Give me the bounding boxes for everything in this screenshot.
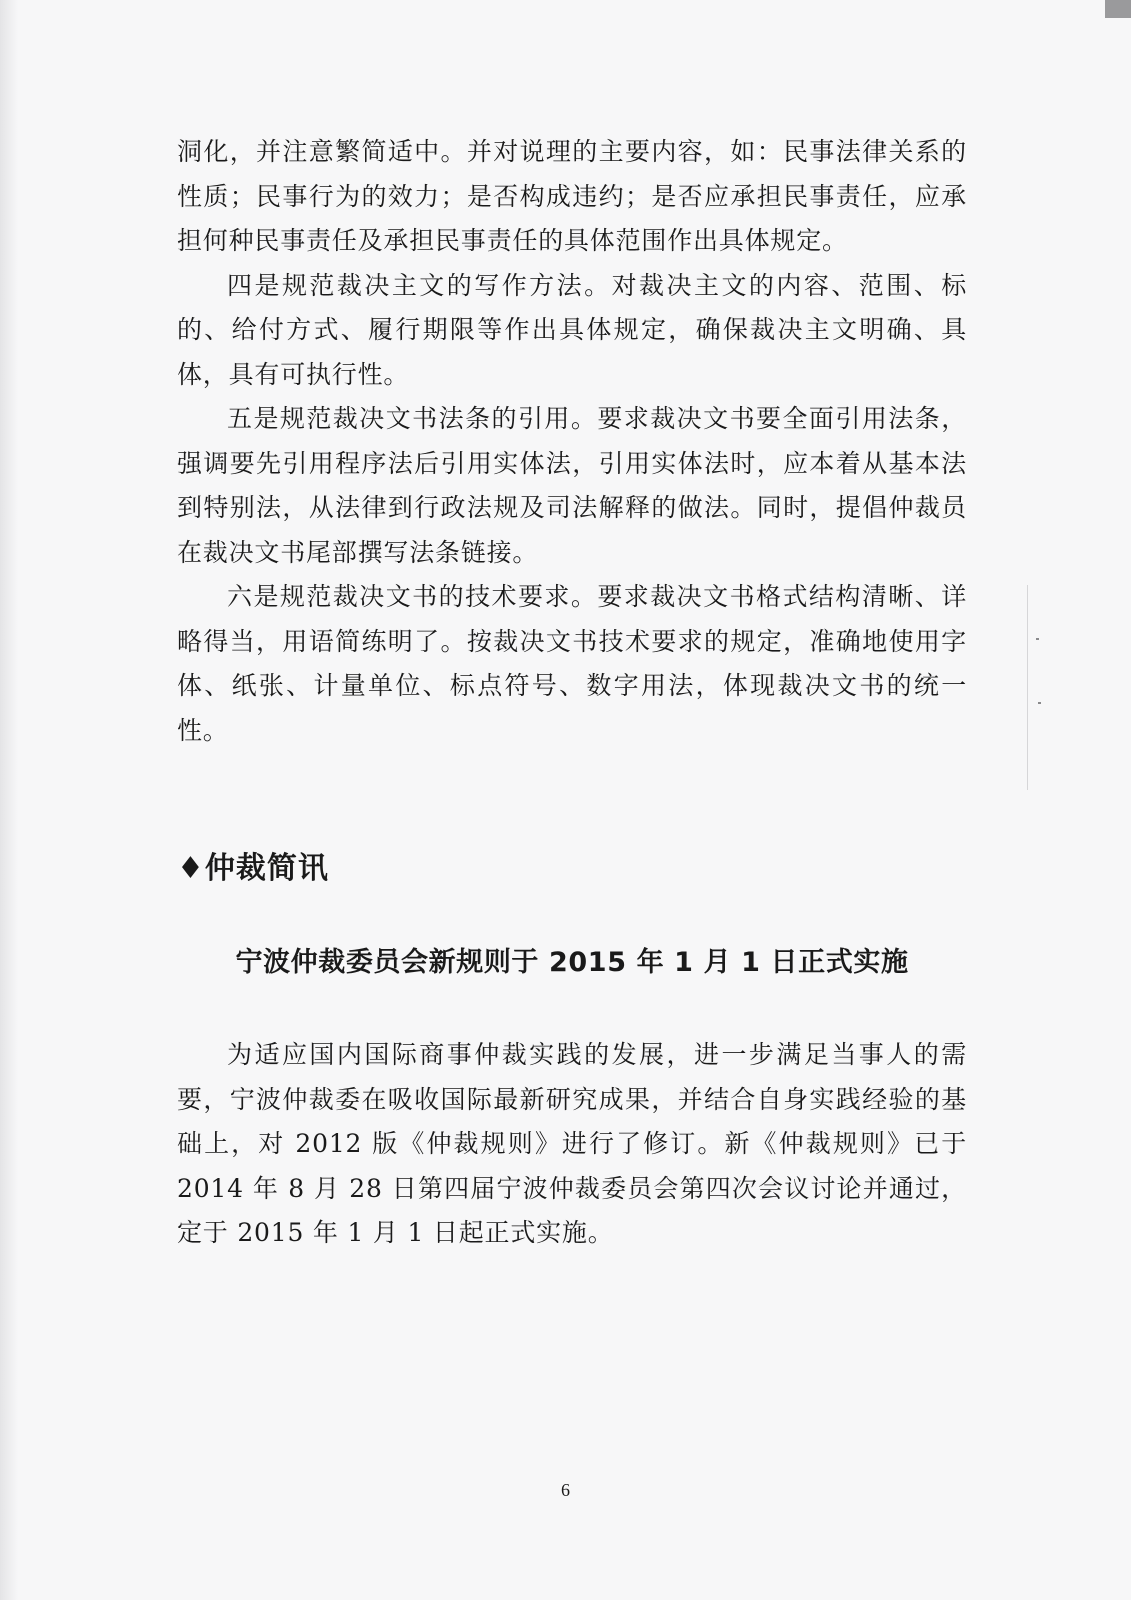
scan-speck	[1038, 702, 1041, 704]
page-number: 6	[561, 1480, 570, 1500]
page-fold-line	[1027, 585, 1028, 790]
paragraph-point-five: 五是规范裁决文书法条的引用。要求裁决文书要全面引用法条，强调要先引用程序法后引用实体法，引用实体法时，应本着从基本法到特别法，从法律到行政法规及司法解释的做法。同时，提倡仲裁员在裁决文书尾部撰写法条链接。	[177, 404, 967, 567]
article-body: 为适应国内国际商事仲裁实践的发展，进一步满足当事人的需要，宁波仲裁委在吸收国际最新研究成果，并结合自身实践经验的基础上，对 2012 版《仲裁规则》进行了修订。新《仲裁规则》已于 2014 年 8 月 28 日第四届宁波仲裁委员会第四次会议讨论并通过，定于 2015 年 1 月 1 日起正式实施。	[177, 1040, 967, 1247]
scan-corner-mark	[1105, 0, 1131, 18]
article-title: 宁波仲裁委员会新规则于 2015 年 1 月 1 日正式实施	[235, 947, 909, 978]
scan-speck	[1036, 638, 1039, 640]
scan-edge-shadow	[0, 0, 18, 1600]
paragraph-point-six: 六是规范裁决文书的技术要求。要求裁决文书格式结构清晰、详略得当，用语简练明了。按裁决文书技术要求的规定，准确地使用字体、纸张、计量单位、标点符号、数字用法，体现裁决文书的统一性。	[177, 582, 967, 745]
document-body	[177, 130, 967, 1256]
paragraph-point-four: 四是规范裁决主文的写作方法。对裁决主文的内容、范围、标的、给付方式、履行期限等作出具体规定，确保裁决主文明确、具体，具有可执行性。	[177, 270, 967, 389]
paragraph-continuation: 洞化，并注意繁简适中。并对说理的主要内容，如：民事法律关系的性质；民事行为的效力；是否构成违约；是否应承担民事责任，应承担何种民事责任及承担民事责任的具体范围作出具体规定。	[177, 137, 967, 255]
section-heading-news: ♦仲裁简讯	[177, 851, 329, 886]
